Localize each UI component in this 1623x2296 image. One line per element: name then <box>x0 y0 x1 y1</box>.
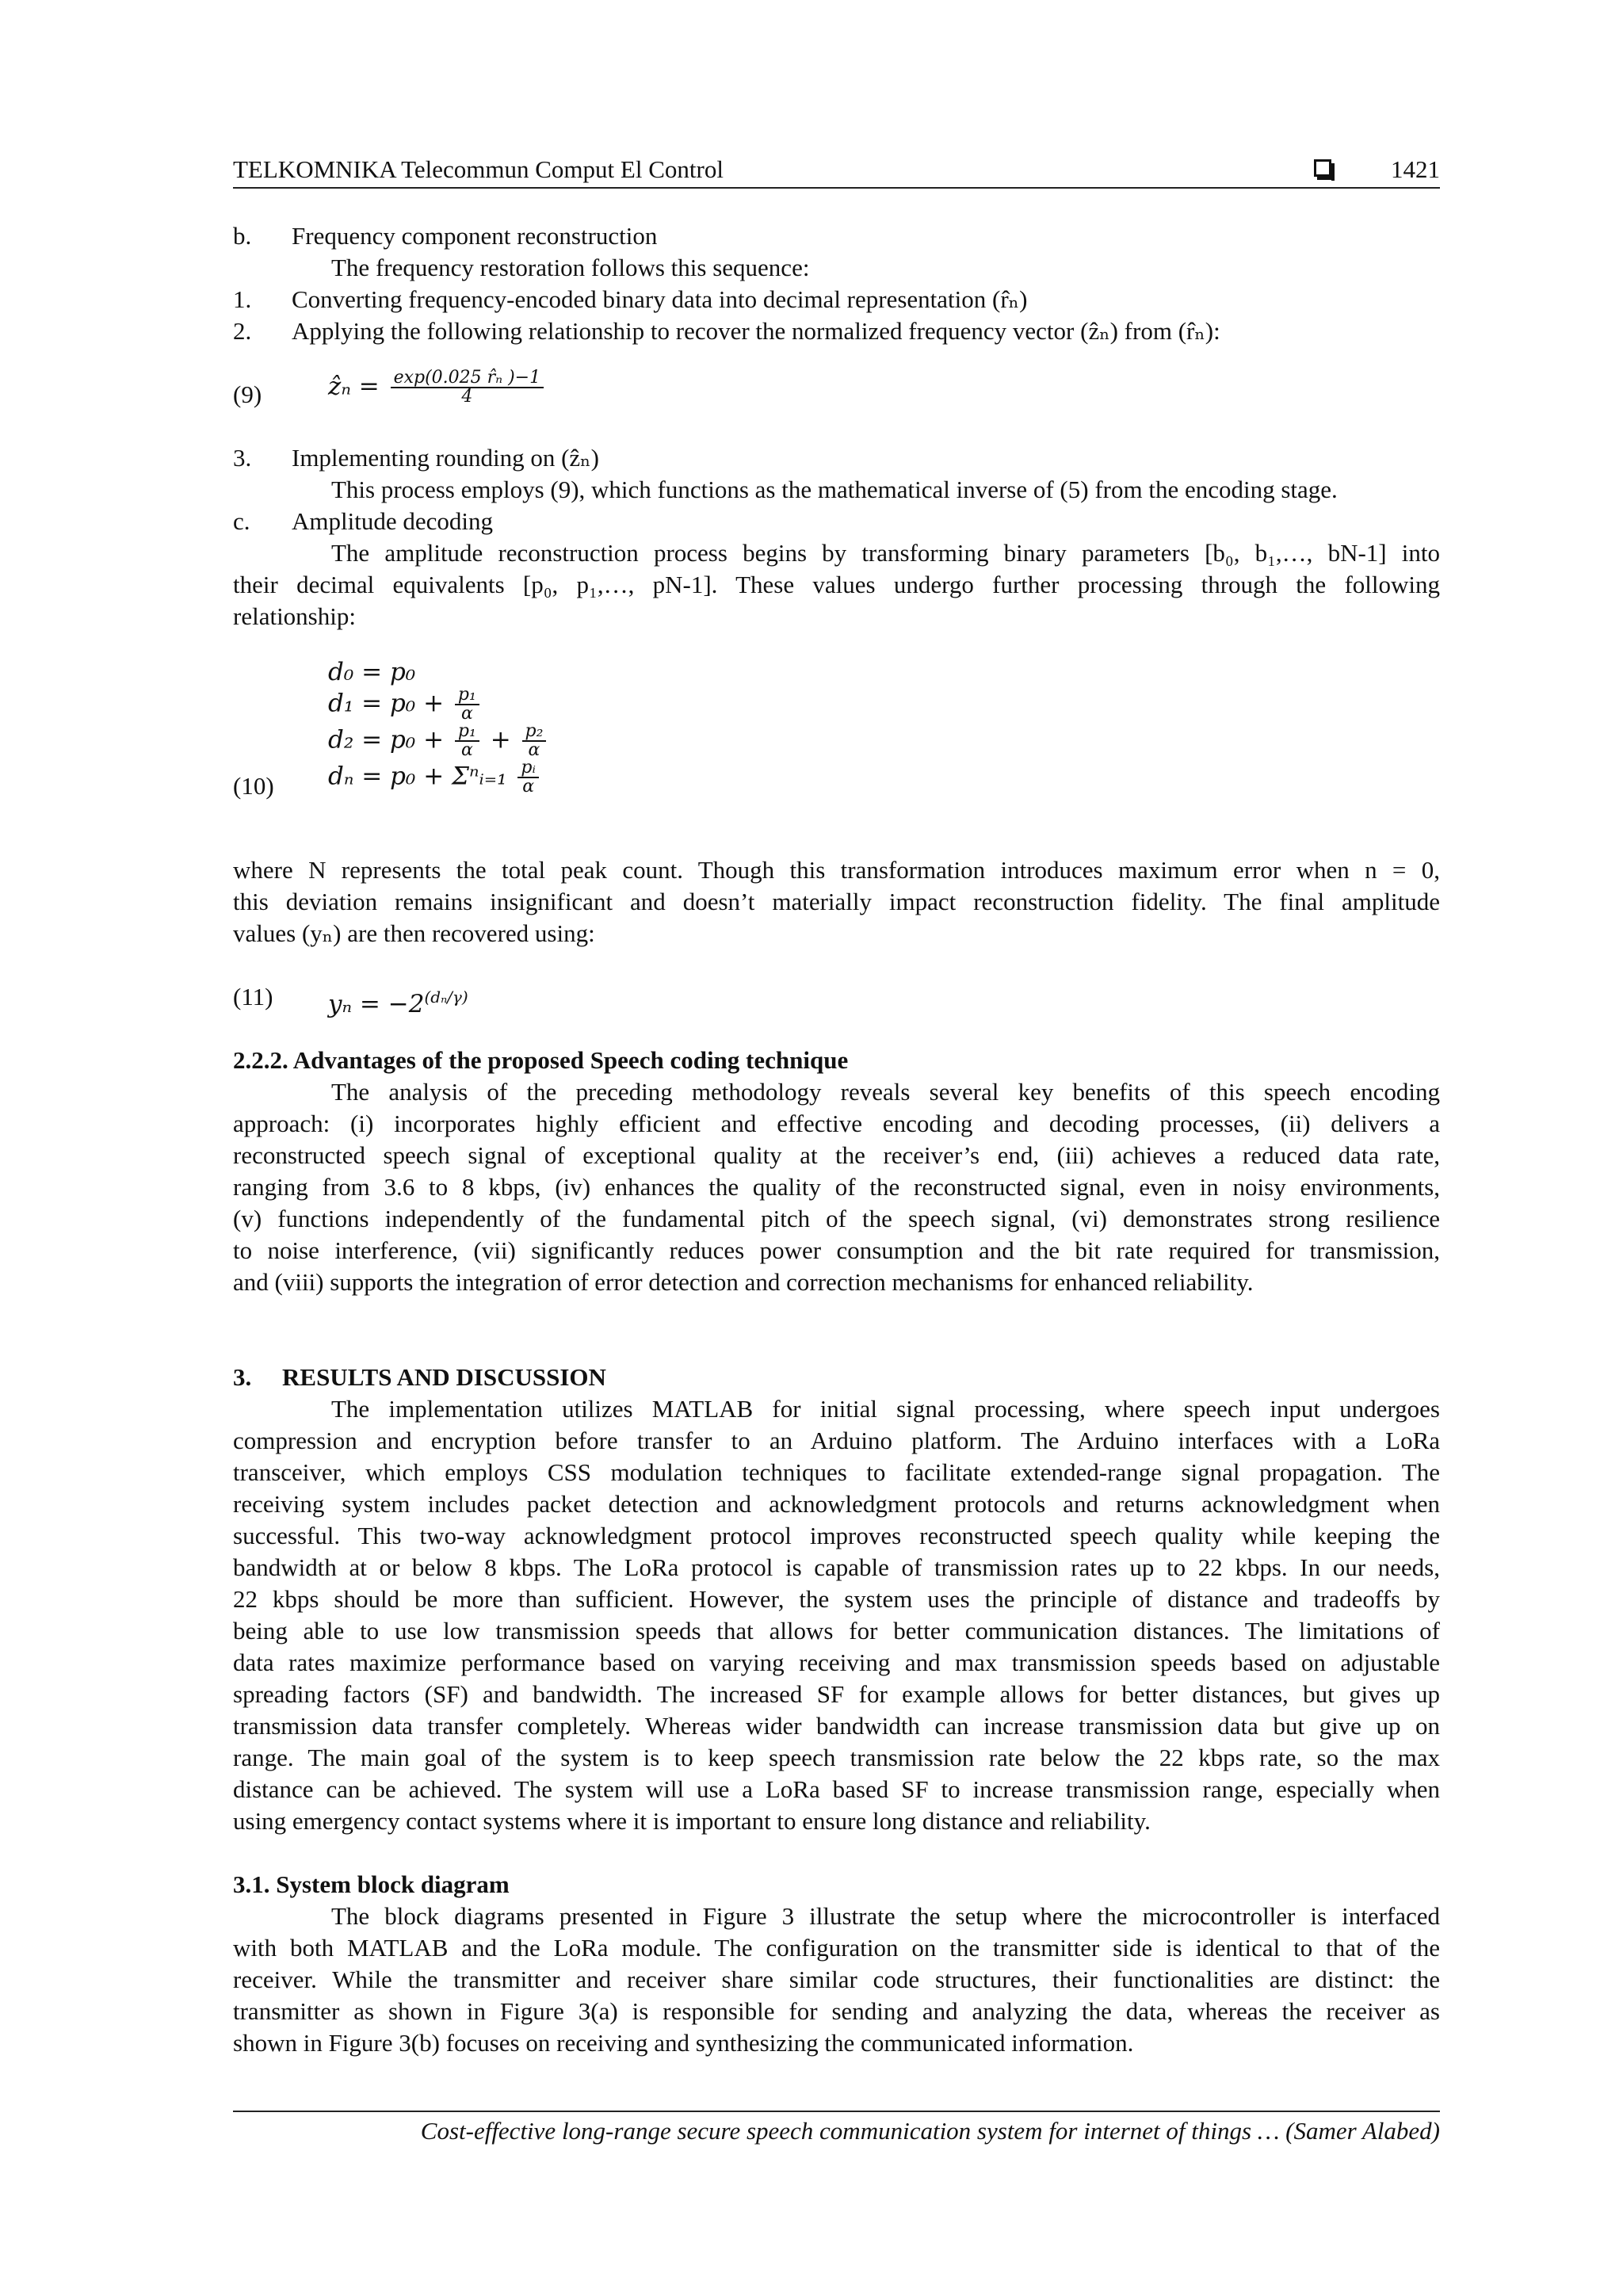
equation-10-line: dₙ = p₀ + Σⁿᵢ₌₁ $\frac{\text{pᵢ}}{\alpha}$ <box>328 759 542 796</box>
paragraph-line: (v) functions independently of the fundamental pitch of the speech signal, (vi) demonstrates strong resilience <box>233 1205 1440 1232</box>
paragraph-line: bandwidth at or below 8 kbps. The LoRa protocol is capable of transmission rates up to 22 kbps. In our needs, <box>233 1553 1440 1581</box>
equation-number: (9) <box>233 380 262 408</box>
paragraph-line: The analysis of the preceding methodology reveals several key benefits of this speech encoding <box>331 1078 1440 1106</box>
paragraph-line: with both MATLAB and the LoRa module. The configuration on the transmitter side is identical to that of the <box>233 1934 1440 1962</box>
paragraph-line: transmitter as shown in Figure 3(a) is responsible for sending and analyzing the data, whereas the receiver as <box>233 1997 1440 2025</box>
paragraph-line: successful. This two-way acknowledgment protocol improves reconstructed speech quality while keeping the <box>233 1522 1440 1549</box>
paragraph-line: The block diagrams presented in Figure 3 illustrate the setup where the microcontroller is interfaced <box>331 1902 1440 1930</box>
paragraph-line: The amplitude reconstruction process begins by transforming binary parameters [b₀, b₁,…, bN-1] into <box>331 539 1440 567</box>
running-header <box>233 152 1440 189</box>
paragraph-line: using emergency contact systems where it is important to ensure long distance and reliability. <box>233 1807 1151 1835</box>
paragraph-line: values (yₙ) are then recovered using: <box>233 919 595 947</box>
paragraph-line: data rates maximize performance based on varying receiving and max transmission speeds based on adjustable <box>233 1648 1440 1676</box>
paragraph-line: receiver. While the transmitter and receiver share similar code structures, their functionalities are distinct: the <box>233 1966 1440 1993</box>
page-number: 1421 <box>1391 155 1440 183</box>
section-heading-3-1: 3.1. System block diagram <box>233 1870 510 1898</box>
equation-10-line: d₀ = p₀ <box>328 658 416 686</box>
square-bullet-icon <box>1314 159 1331 177</box>
paragraph-line: shown in Figure 3(b) focuses on receiving and synthesizing the communicated information. <box>233 2029 1134 2057</box>
equation-number: (11) <box>233 983 273 1010</box>
paragraph-line: ranging from 3.6 to 8 kbps, (iv) enhances the quality of the reconstructed signal, even in noisy environments, <box>233 1173 1440 1201</box>
list-item: 3. Implementing rounding on (ẑₙ) <box>233 444 599 472</box>
list-item: 1. Converting frequency-encoded binary data into decimal representation (r̂ₙ) <box>233 285 1028 313</box>
paragraph-line: 22 kbps should be more than sufficient. However, the system uses the principle of distance and tradeoffs by <box>233 1585 1440 1613</box>
paragraph-line: where N represents the total peak count. Though this transformation introduces maximum error when n = 0, <box>233 856 1440 884</box>
subsection-b-heading: b. Frequency component reconstruction <box>233 222 658 250</box>
paragraph-line: relationship: <box>233 602 356 630</box>
paragraph-line: The frequency restoration follows this sequence: <box>331 254 810 281</box>
paragraph-line: range. The main goal of the system is to keep speech transmission rate below the 22 kbps rate, so the max <box>233 1744 1440 1771</box>
paragraph-line: and (viii) supports the integration of error detection and correction mechanisms for enhanced reliability. <box>233 1268 1254 1296</box>
section-heading-3: 3. RESULTS AND DISCUSSION <box>233 1363 606 1391</box>
list-item: 2. Applying the following relationship to recover the normalized frequency vector (ẑₙ) from (r̂ₙ): <box>233 317 1220 345</box>
subsection-c-heading: c. Amplitude decoding <box>233 507 493 535</box>
journal-name: TELKOMNIKA Telecommun Comput El Control <box>233 155 724 183</box>
paragraph-line: this deviation remains insignificant and doesn’t materially impact reconstruction fidelity. The final amplitude <box>233 888 1440 915</box>
paragraph-line: their decimal equivalents [p₀, p₁,…, pN-1]. These values undergo further processing through the following <box>233 571 1440 598</box>
paragraph-line: spreading factors (SF) and bandwidth. The increased SF for example allows for better distances, but gives up <box>233 1680 1440 1708</box>
equation-10-line: d₁ = p₀ + $\frac{\text{p₁}}{\alpha}$ <box>328 686 483 723</box>
paragraph-line: to noise interference, (vii) significantly reduces power consumption and the bit rate required for transmission, <box>233 1236 1440 1264</box>
paragraph-line: distance can be achieved. The system will use a LoRa based SF to increase transmission range, especially when <box>233 1775 1440 1803</box>
paragraph-line: This process employs (9), which functions as the mathematical inverse of (5) from the encoding stage. <box>331 476 1338 503</box>
paragraph-line: receiving system includes packet detection and acknowledgment protocols and returns acknowledgment when <box>233 1490 1440 1518</box>
equation-10-line: d₂ = p₀ + $\frac{\text{p₁}}{\alpha}$ + $\frac{\text{p₂}}{\alpha}$ <box>328 723 549 759</box>
paragraph-line: The implementation utilizes MATLAB for initial signal processing, where speech input undergoes <box>331 1395 1440 1423</box>
paragraph-line: compression and encryption before transfer to an Arduino platform. The Arduino interfaces with a LoRa <box>233 1427 1440 1454</box>
equation-9: ẑₙ = $\frac{\text{exp(0.025 r̂ₙ )−1}}{4}$ <box>328 369 547 406</box>
paragraph-line: being able to use low transmission speeds that allows for better communication distances. The limitations of <box>233 1617 1440 1645</box>
paragraph-line: approach: (i) incorporates highly efficient and effective encoding and decoding processes, (ii) delivers a <box>233 1110 1440 1137</box>
equation-number: (10) <box>233 772 274 800</box>
paragraph-line: transmission data transfer completely. Whereas wider bandwidth can increase transmission data but give up on <box>233 1712 1440 1740</box>
paragraph-line: reconstructed speech signal of exceptional quality at the receiver’s end, (iii) achieves a reduced data rate, <box>233 1141 1440 1169</box>
paragraph-line: transceiver, which employs CSS modulation techniques to facilitate extended-range signal propagation. The <box>233 1458 1440 1486</box>
running-footer: Cost-effective long-range secure speech communication system for internet of things … (Samer Alabed) <box>233 2111 1440 2145</box>
equation-11: $y_n = -2^{(d_n/\gamma)}$ <box>328 988 468 1018</box>
section-heading-2-2-2: 2.2.2. Advantages of the proposed Speech coding technique <box>233 1046 849 1074</box>
